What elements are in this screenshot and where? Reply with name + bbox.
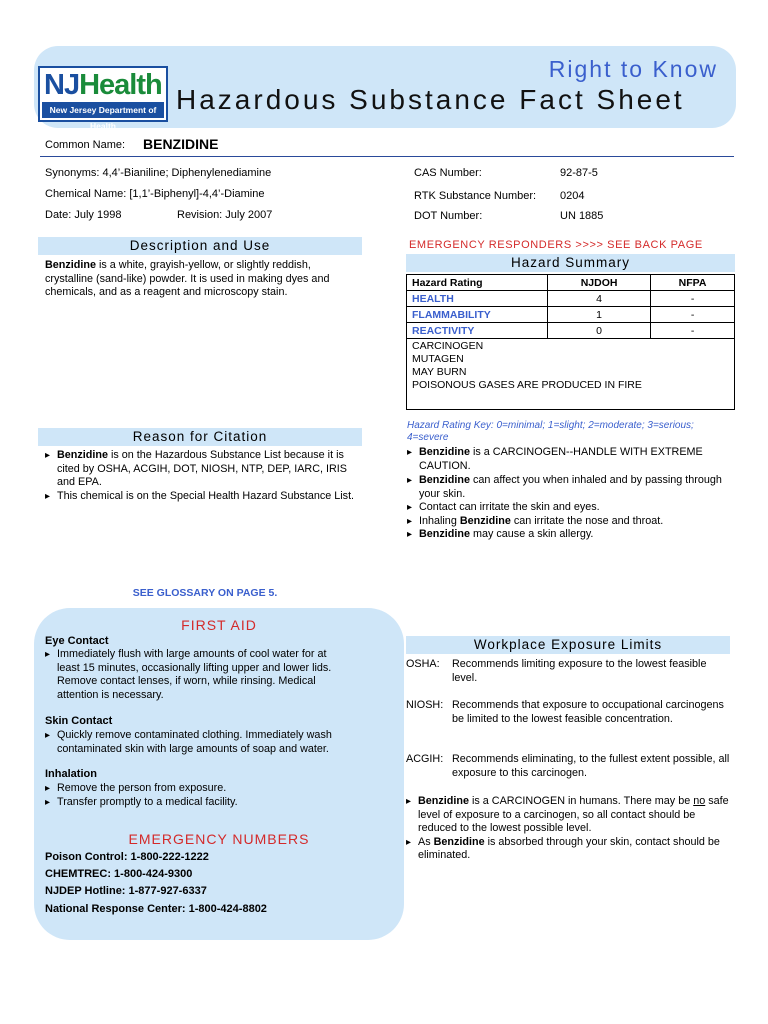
logo-health: Health: [79, 69, 162, 101]
row-nfpa: -: [651, 291, 735, 307]
page-title: Hazardous Substance Fact Sheet: [176, 84, 685, 115]
right-to-know-kicker: Right to Know: [548, 56, 718, 82]
skin-contact-text: [45, 729, 355, 756]
cas-label: CAS Number:: [414, 167, 482, 179]
bullet-bold: Benzidine: [57, 449, 108, 461]
citation-bullet: [45, 449, 361, 490]
col-hazard-rating: Hazard Rating: [407, 275, 548, 291]
hazard-label: CARCINOGEN: [412, 340, 484, 352]
citation-heading: Reason for Citation: [38, 428, 362, 446]
emergency-line: CHEMTREC: 1-800-424-9300: [45, 868, 193, 880]
cas-value: 92-87-5: [560, 167, 598, 179]
dot-label: DOT Number:: [414, 210, 483, 222]
col-nfpa: NFPA: [651, 275, 735, 291]
hazard-table: [406, 274, 735, 410]
bullet-bold: Benzidine: [419, 446, 470, 458]
bullet-text: can affect you when inhaled and by passing through your skin.: [419, 474, 722, 500]
bullet-text: is a CARCINOGEN--HANDLE WITH EXTREME CAUTION.: [419, 446, 703, 472]
nj-health-logo: [38, 66, 168, 131]
row-nfpa: -: [651, 307, 735, 323]
table-row: [407, 323, 735, 339]
hazard-rating-key: Hazard Rating Key: 0=minimal; 1=slight; 2=moderate; 3=serious; 4=severe: [407, 420, 694, 443]
bullet-text: can irritate the nose and throat.: [510, 514, 664, 527]
hazard-label: MAY BURN: [412, 366, 467, 378]
acgih-label: ACGIH:: [406, 753, 444, 765]
description-text: [45, 259, 361, 300]
row-name: FLAMMABILITY: [407, 307, 548, 323]
revision: Revision: July 2007: [177, 209, 273, 221]
bullet-bold: Benzidine: [418, 795, 469, 807]
first-aid-bullet: ▸ Quickly remove contaminated clothing. Immediately wash contaminated skin with large amounts of soap and water.: [45, 729, 355, 756]
first-aid-bullet: ▸ Immediately flush with large amounts of cool water for at least 15 minutes, occasionally lifting upper and lower lids. Remove contact lenses, if worn, while rinsing. Medical attention is necessary.: [45, 648, 350, 702]
hazard-bullet: [407, 474, 729, 501]
rtk-label: RTK Substance Number:: [414, 190, 537, 202]
bullet-bold: Benzidine: [433, 835, 485, 848]
first-aid-heading: FIRST AID: [181, 617, 257, 633]
emergency-line: National Response Center: 1-800-424-8802: [45, 903, 267, 915]
hazard-labels-row: [407, 339, 735, 410]
emergency-responders-note: EMERGENCY RESPONDERS >>>> SEE BACK PAGE: [409, 239, 703, 251]
header-divider: [40, 156, 734, 157]
row-njdoh: 1: [548, 307, 651, 323]
common-name-value: BENZIDINE: [143, 136, 219, 152]
bullet-text: may cause a skin allergy.: [470, 528, 594, 540]
bullet-text: safe level of exposure to a carcinogen, so all contact should be reduced to the lowest possible level.: [418, 795, 729, 834]
bullet-bold: Benzidine: [419, 474, 470, 486]
bullet-bold: Benzidine: [459, 514, 511, 527]
acgih-text: Recommends eliminating, to the fullest extent possible, all exposure to this carcinogen.: [452, 753, 730, 779]
table-row: [407, 307, 735, 323]
rtk-value: 0204: [560, 190, 585, 202]
first-aid-bullet: ▸ Remove the person from exposure.: [45, 782, 355, 796]
hazard-label: MUTAGEN: [412, 353, 464, 365]
hazard-bullet: [407, 515, 729, 529]
hazard-bullet: [407, 446, 729, 473]
eye-contact-title: Eye Contact: [45, 635, 109, 647]
exposure-bullets: [406, 795, 732, 863]
common-name-label: Common Name:: [45, 139, 126, 151]
description-subject: Benzidine: [45, 259, 96, 271]
bullet-text: is a CARCINOGEN in humans. There may be: [469, 795, 694, 807]
logo-wordmark: [44, 70, 162, 100]
logo-nj: NJ: [44, 69, 80, 101]
table-row: [407, 291, 735, 307]
hazard-bullet: [407, 501, 729, 515]
row-nfpa: -: [651, 323, 735, 339]
logo-subtitle: New Jersey Department of Health: [42, 102, 164, 118]
date: Date: July 1998: [45, 209, 122, 221]
row-name: REACTIVITY: [407, 323, 548, 339]
chemical-name: Chemical Name: [1,1’-Biphenyl]-4,4’-Diamine: [45, 188, 265, 200]
bullet-text: is on the Hazardous Substance List because it is cited by OSHA, ACGIH, DOT, NIOSH, NTP, DEP, IARC, IRIS and EPA.: [57, 449, 347, 488]
emergency-numbers-heading: EMERGENCY NUMBERS: [128, 831, 310, 847]
dot-value: UN 1885: [560, 210, 604, 222]
hazard-summary-heading: Hazard Summary: [406, 254, 735, 272]
bullet-underline: no: [693, 795, 706, 807]
niosh-text: Recommends that exposure to occupational carcinogens be limited to the lowest feasible concentration.: [452, 699, 724, 725]
exposure-limits-heading: Workplace Exposure Limits: [406, 636, 730, 654]
synonyms: Synonyms: 4,4’-Bianiline; Diphenylenediamine: [45, 167, 272, 179]
hazard-labels-box: [407, 339, 735, 410]
niosh-label: NIOSH:: [406, 699, 444, 711]
description-heading: Description and Use: [38, 237, 362, 255]
eye-contact-text: [45, 648, 350, 702]
skin-contact-title: Skin Contact: [45, 715, 113, 727]
row-njdoh: 4: [548, 291, 651, 307]
emergency-line: NJDEP Hotline: 1-877-927-6337: [45, 885, 207, 897]
row-njdoh: 0: [548, 323, 651, 339]
bullet-pre: Inhaling: [419, 514, 460, 527]
exposure-bullet: [406, 836, 732, 863]
bullet-bold: Benzidine: [419, 528, 470, 540]
inhalation-text: [45, 782, 355, 809]
emergency-line: Poison Control: 1-800-222-1222: [45, 851, 209, 863]
first-aid-bullet: ▸ Transfer promptly to a medical facility.: [45, 796, 355, 810]
bullet-text: This chemical is on the Special Health Hazard Substance List.: [57, 489, 355, 502]
citation-bullet: [45, 490, 361, 504]
citation-bullets: [45, 449, 361, 503]
exposure-bullet: [406, 795, 732, 836]
osha-label: OSHA:: [406, 658, 440, 670]
hazard-bullet: [407, 528, 729, 542]
col-njdoh: NJDOH: [548, 275, 651, 291]
table-header-row: [407, 275, 735, 291]
hazard-bullets: [407, 446, 729, 542]
bullet-text: is absorbed through your skin, contact should be eliminated.: [418, 835, 720, 861]
bullet-pre: As: [418, 835, 434, 848]
hazard-label: POISONOUS GASES ARE PRODUCED IN FIRE: [412, 379, 642, 391]
description-body: is a white, grayish-yellow, or slightly reddish, crystalline (sand-like) powder. It is used in making dyes and chemicals, and as a reagent and microscopy stain.: [45, 259, 330, 298]
bullet-text: Contact can irritate the skin and eyes.: [419, 501, 600, 513]
osha-text: Recommends limiting exposure to the lowest feasible level.: [452, 658, 707, 684]
row-name: HEALTH: [407, 291, 548, 307]
glossary-link[interactable]: SEE GLOSSARY ON PAGE 5.: [132, 587, 278, 599]
inhalation-title: Inhalation: [45, 768, 97, 780]
